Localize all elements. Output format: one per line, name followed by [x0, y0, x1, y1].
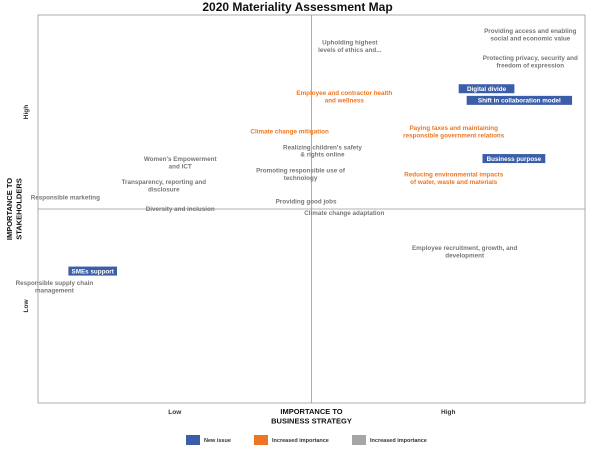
point-label: Upholding highest: [322, 39, 378, 47]
point-label: and wellness: [324, 97, 364, 105]
point-label: Promoting responsible use of: [256, 167, 345, 175]
point-label: Business purpose: [486, 155, 542, 163]
point-label: Providing good jobs: [275, 198, 337, 206]
point-label: Providing access and enabling: [484, 27, 577, 35]
point-label: freedom of expression: [496, 62, 565, 70]
chart-title: 2020 Materiality Assessment Map: [202, 0, 393, 14]
point-label: Climate change mitigation: [250, 128, 329, 136]
point-label: social and economic value: [490, 35, 571, 43]
y-axis-title: IMPORTANCE TO: [5, 177, 14, 241]
x-tick-high: High: [441, 409, 456, 416]
point-label: Responsible marketing: [30, 194, 100, 202]
legend-swatch-gray: [352, 435, 366, 445]
point-label: Diversity and inclusion: [145, 206, 215, 214]
point-label: Employee recruitment, growth, and: [411, 245, 518, 253]
point-label: and ICT: [168, 163, 192, 171]
point-label: Paying taxes and maintaining: [409, 124, 498, 132]
legend-label: Increased importance: [370, 438, 427, 445]
point-label: levels of ethics and...: [318, 46, 382, 54]
point-label: responsible government relations: [403, 132, 505, 140]
point-label: Realizing children's safety: [283, 144, 362, 152]
y-axis-title: STAKEHOLDERS: [14, 178, 24, 240]
point-label: Employee and contractor health: [296, 89, 393, 97]
point-label: management: [34, 287, 74, 295]
point-label: development: [445, 252, 485, 260]
legend-label: Increased importance: [272, 438, 329, 445]
point-label: Responsible supply chain: [15, 280, 94, 288]
point-label: SMEs support: [71, 268, 114, 276]
point-label: Reducing environmental impacts: [404, 171, 504, 179]
point-label: disclosure: [148, 186, 180, 194]
point-label: Protecting privacy, security and: [482, 55, 578, 63]
point-label: & rights online: [300, 151, 345, 159]
point-label: Transparency, reporting and: [121, 179, 207, 187]
x-axis-title: BUSINESS STRATEGY: [271, 416, 352, 426]
point-label: Shift in collaboration model: [477, 97, 561, 105]
point-label: of water, waste and materials: [410, 178, 498, 186]
legend-swatch-increased: [254, 435, 268, 445]
point-label: Digital divide: [466, 86, 507, 94]
y-tick-low: Low: [23, 299, 30, 313]
point-label: Climate change adaptation: [304, 210, 385, 218]
x-axis-title: IMPORTANCE TO: [280, 407, 343, 416]
point-label: Women's Empowerment: [143, 155, 217, 163]
y-tick-high: High: [23, 104, 30, 120]
x-tick-low: Low: [168, 409, 182, 416]
legend-label: New issue: [204, 438, 231, 445]
point-label: technology: [283, 174, 318, 182]
legend-swatch-new: [186, 435, 200, 445]
